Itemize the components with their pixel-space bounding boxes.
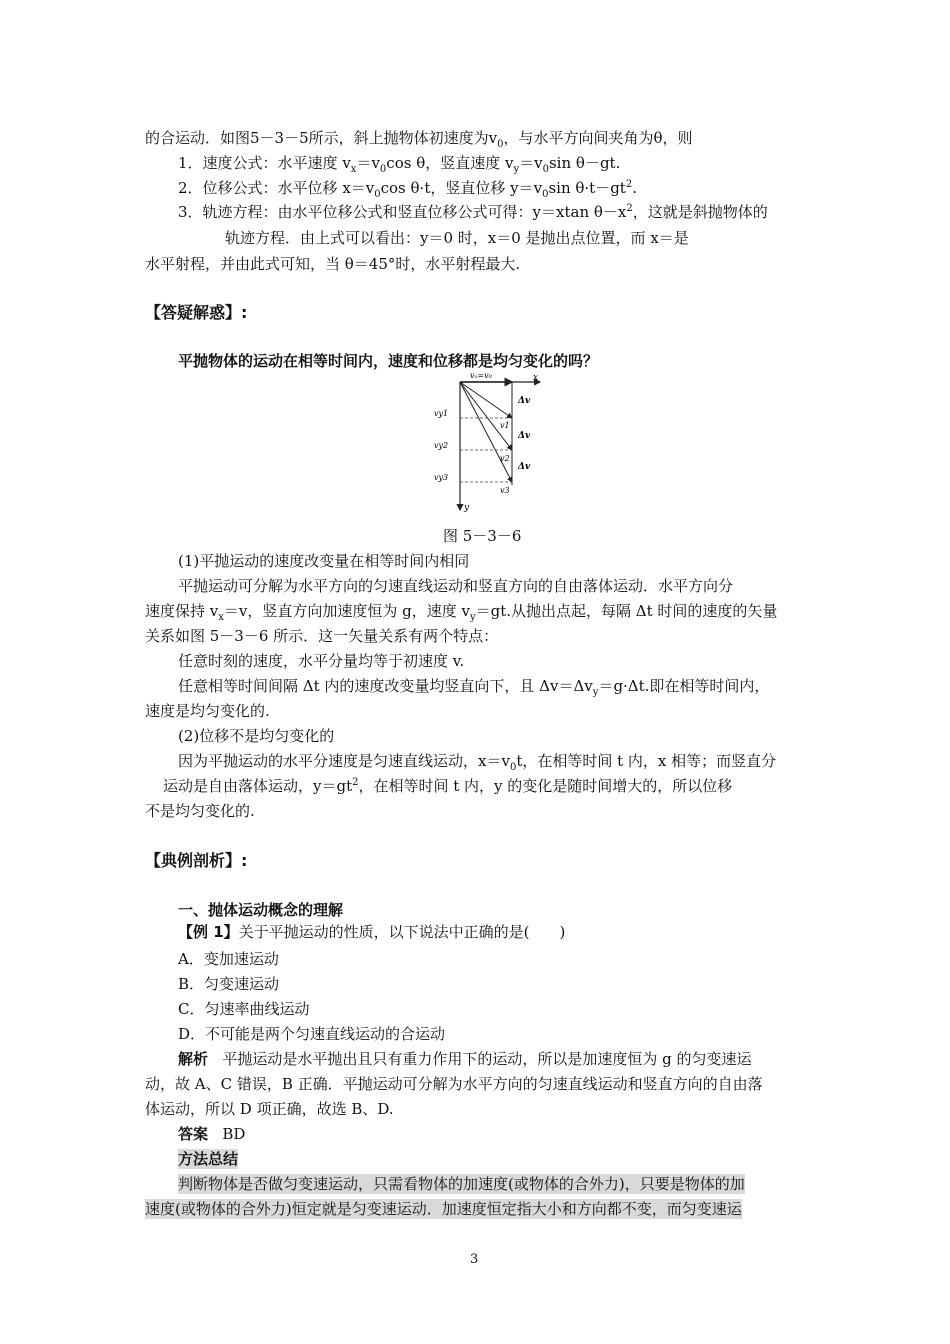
fig-label-x: x (533, 373, 539, 383)
fig-label-dv-1: Δv (518, 396, 531, 406)
v2-vector (460, 382, 512, 450)
examples-header: 【典例剖析】: (145, 851, 248, 870)
p1-line-2: 速度保持 $v_x=v$，竖直方向加速度恒为 g，速度 $v_y=gt$.从抛出点起，每隔 Δt 时间的速度的矢量 (145, 602, 778, 623)
fig-label-top: vₓ=v₀ (470, 371, 492, 380)
answer: 答案 BD (178, 1125, 246, 1143)
p1-line-1: 平抛运动可分解为水平方向的匀速直线运动和竖直方向的自由落体运动．水平方向分 (178, 577, 734, 595)
p1-line-4: 任意时刻的速度，水平分量均等于初速度 v. (178, 652, 465, 670)
p1-line-6: 速度是均匀变化的. (145, 702, 270, 720)
p2-line-2: 运动是自由落体运动，$y=gt^2$，在相等时间 t 内，y 的变化是随时间增大的，所以位移 (163, 777, 733, 795)
figure-caption: 图 5－3－6 (443, 527, 522, 545)
trajectory-line-2: 轨迹方程．由上式可以看出：y＝0 时，x＝0 是抛出点位置，而 x＝是 (225, 229, 689, 247)
option-b: B．匀变速运动 (178, 975, 280, 993)
p1-title: (1)平抛运动的速度改变量在相等时间内相同 (178, 552, 470, 570)
v1-vector (460, 382, 512, 418)
page-number: 3 (470, 1252, 479, 1267)
section-title: 一、抛体运动概念的理解 (178, 901, 344, 919)
option-a: A．变加速运动 (178, 950, 279, 968)
option-d: D．不可能是两个匀速直线运动的合运动 (178, 1025, 446, 1043)
v3-vector (460, 382, 512, 482)
p2-title: (2)位移不是均匀变化的 (178, 727, 335, 745)
option-c: C．匀速率曲线运动 (178, 1000, 310, 1018)
intro-line-1: 的合运动．如图5－3－5所示，斜上抛物体初速度为$v_0$，与水平方向间夹角为θ，则 (145, 129, 693, 150)
velocity-formula: 1．速度公式：水平速度 $v_x=v_0\cos$ θ，竖直速度 $v_y=v_0\sin$ θ－gt. (178, 154, 621, 175)
method-line-1: 判断物体是否做匀变速运动，只需看物体的加速度(或物体的合外力)，只要是物体的加 (178, 1175, 745, 1193)
trajectory-formula: 3．轨迹方程：由水平位移公式和竖直位移公式可得：y＝xtan $\theta-x^2$，这就是斜抛物体的 (178, 203, 768, 221)
fig-label-vy3: vy3 (434, 473, 449, 482)
p1-line-3: 关系如图 5－3－6 所示．这一矢量关系有两个特点： (145, 627, 499, 645)
analysis-line-2: 动，故 A、C 错误，B 正确．平抛运动可分解为水平方向的匀速直线运动和竖直方向的自由落 (145, 1075, 763, 1093)
fig-label-v2: v2 (500, 454, 510, 463)
analysis-line-1: 解析 平抛运动是水平抛出且只有重力作用下的运动，所以是加速度恒为 g 的匀变速运 (178, 1050, 752, 1068)
faq-header: 【答疑解惑】: (145, 303, 248, 322)
fig-label-y: y (464, 503, 470, 513)
p2-line-1: 因为平抛运动的水平分速度是匀速直线运动，$x=v_0t$，在相等时间 t 内，x 相等；而竖直分 (178, 752, 777, 773)
fig-label-vy2: vy2 (434, 441, 449, 450)
trajectory-line-3: 水平射程，并由此式可知，当 θ＝45°时，水平射程最大. (145, 255, 521, 273)
fig-label-v1: v1 (500, 421, 510, 430)
method-summary-label: 方法总结 (178, 1150, 239, 1168)
example-1: 【例 1】关于平抛运动的性质，以下说法中正确的是( ) (178, 923, 566, 941)
analysis-line-3: 体运动，所以 D 项正确，故选 B、D. (145, 1100, 394, 1118)
p2-line-3: 不是均匀变化的. (145, 802, 255, 820)
fig-label-vy1: vy1 (434, 409, 449, 418)
faq-question: 平抛物体的运动在相等时间内，速度和位移都是均匀变化的吗？ (178, 352, 599, 370)
velocity-vector-figure (430, 370, 550, 515)
fig-label-dv-3: Δv (518, 462, 531, 472)
method-line-2: 速度(或物体的合外力)恒定就是匀变速运动．加速度恒定指大小和方向都不变，而匀变速运 (145, 1200, 742, 1218)
displacement-formula: 2．位移公式：水平位移 $x=v_0\cos$ θ·t，竖直位移 $y=v_0\sin$ $\theta\cdot t-gt^2$. (178, 179, 637, 200)
fig-label-dv-2: Δv (518, 431, 531, 441)
p1-line-5: 任意相等时间间隔 Δt 内的速度改变量均竖直向下，且 $\Delta v=\Delta v_y=g\cdot\Delta t$.即在相等时间内， (178, 677, 770, 698)
fig-label-v3: v3 (500, 486, 510, 495)
